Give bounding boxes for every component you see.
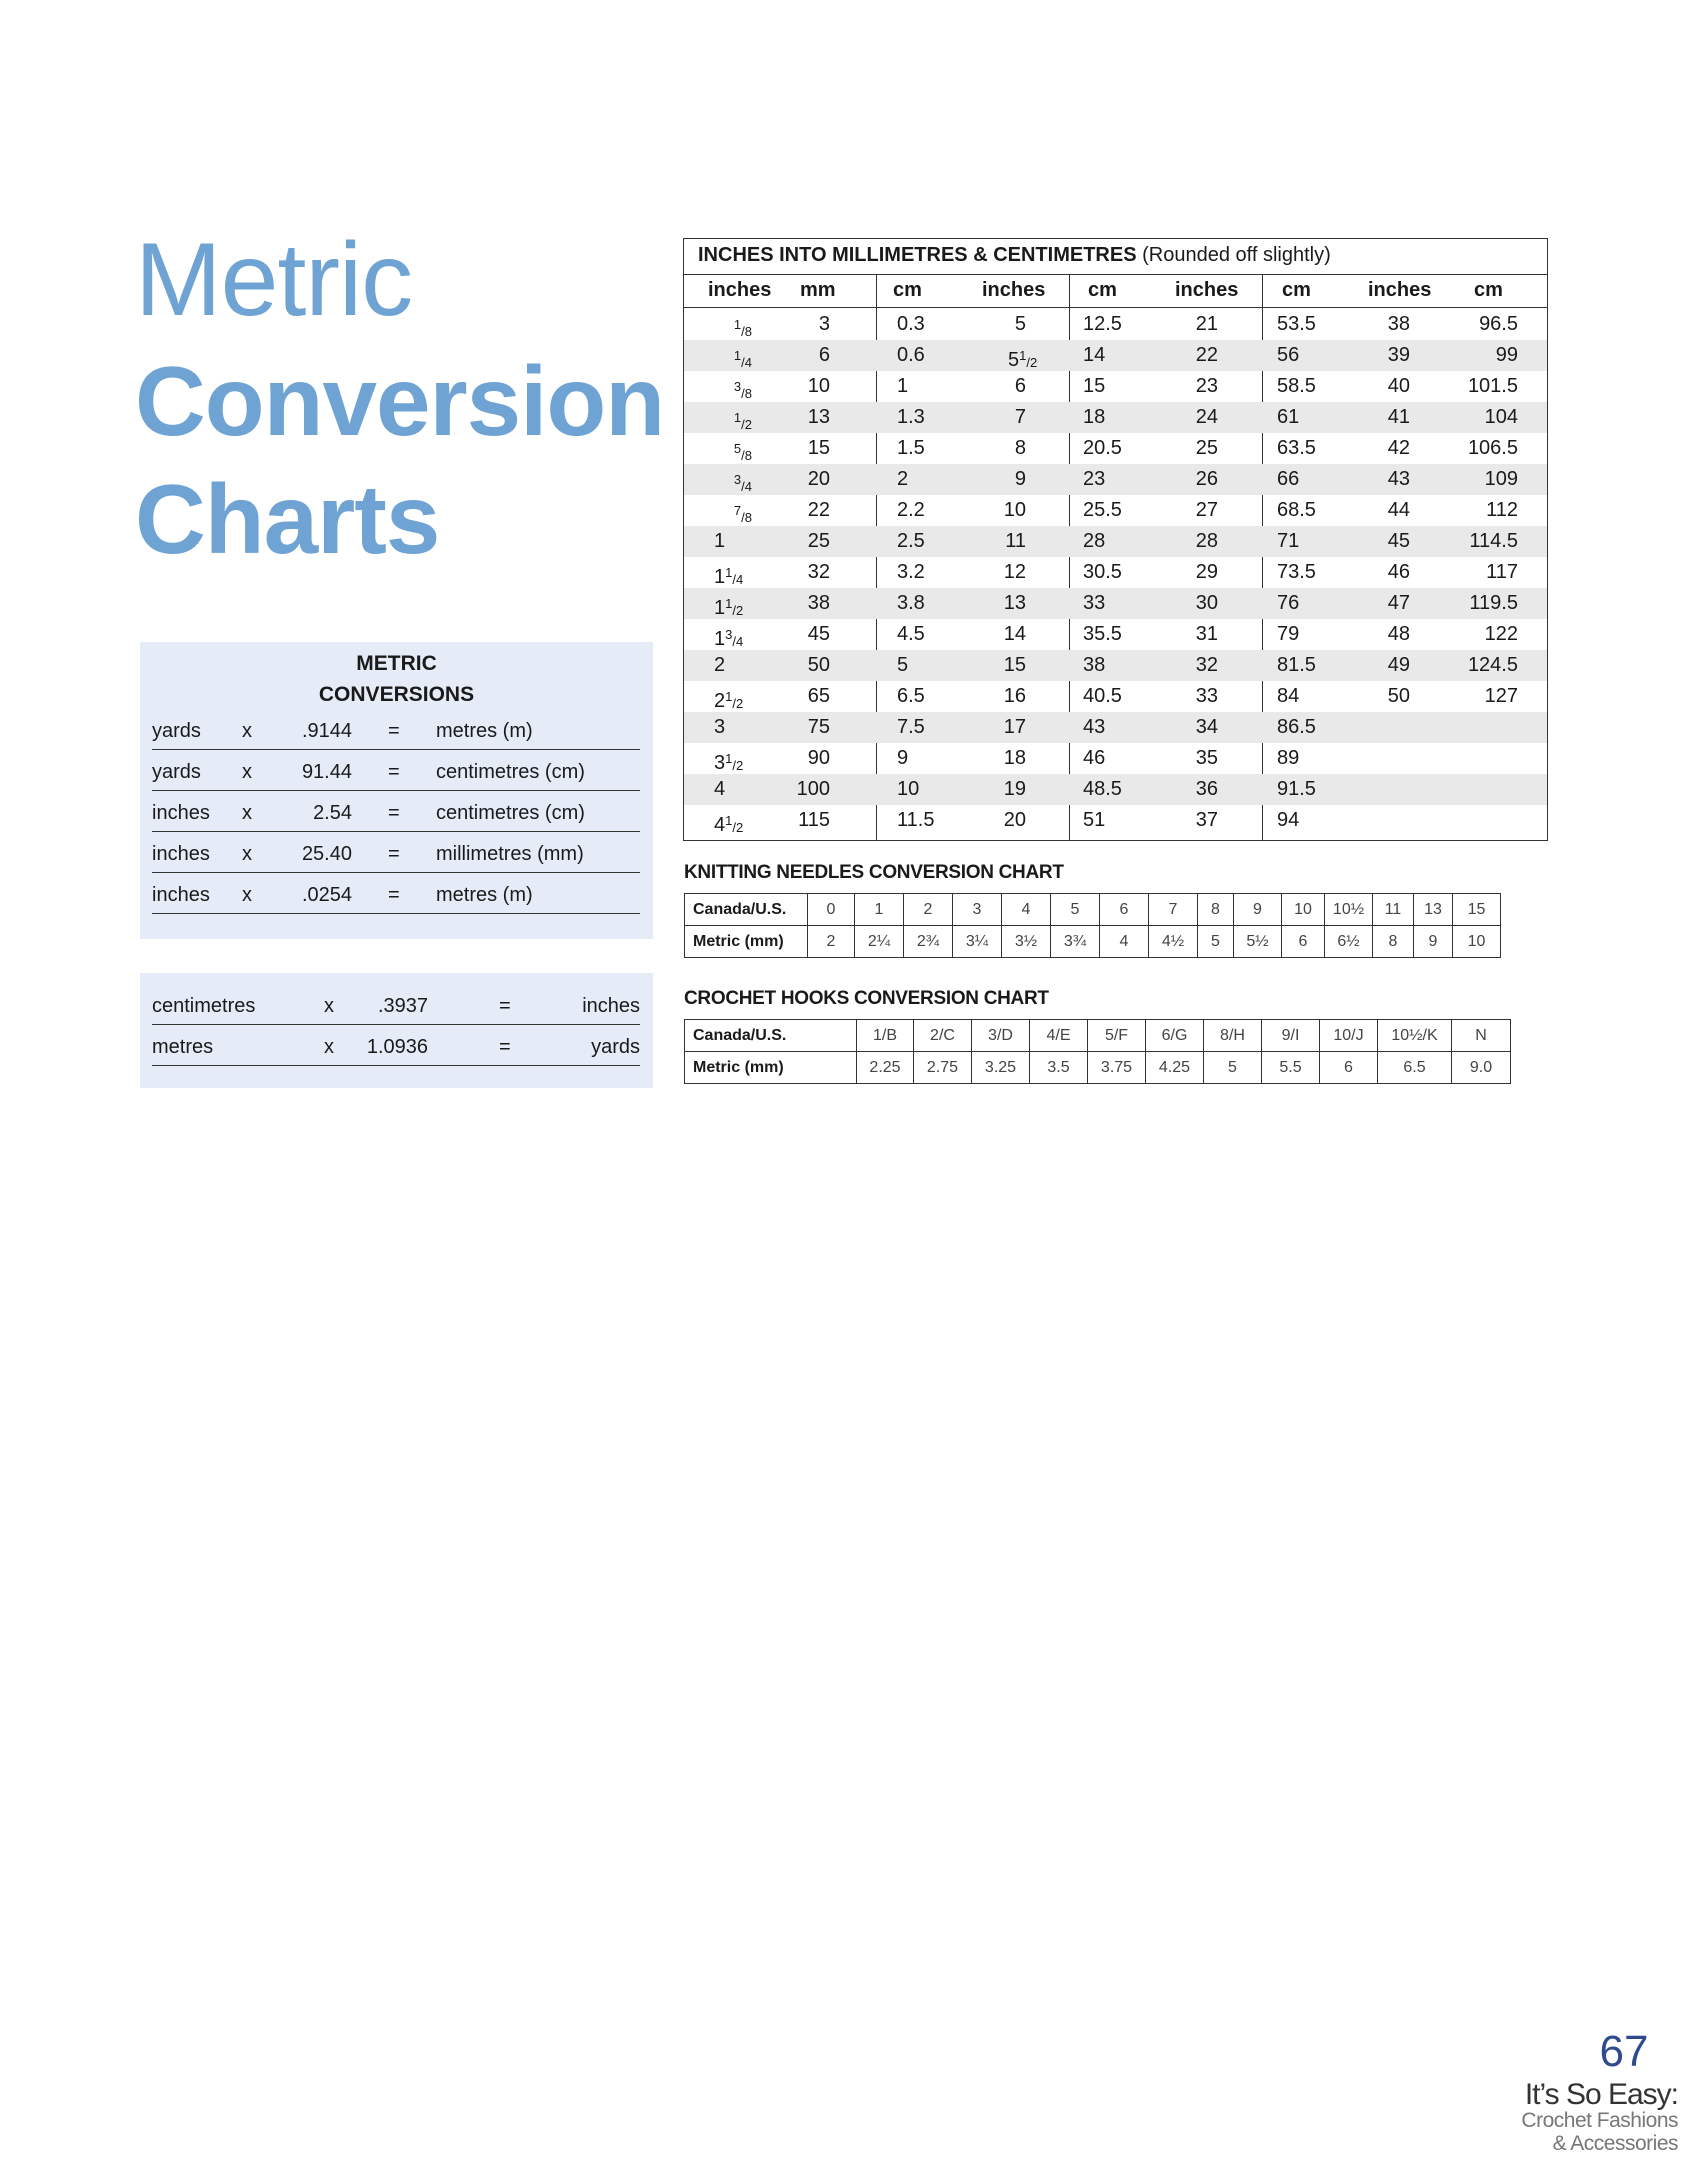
conversion-op: x <box>242 884 252 906</box>
cm-value: 73.5 <box>1277 561 1316 583</box>
cm-value: 101.5 <box>1467 375 1518 397</box>
inches-table-title-note: (Rounded off slightly) <box>1142 244 1331 266</box>
column-header: cm <box>1088 279 1117 301</box>
cm-value: 35.5 <box>1083 623 1122 645</box>
cm-value: 6.5 <box>897 685 925 707</box>
size-cell: 8/H <box>1204 1020 1262 1052</box>
cm-value: 127 <box>1484 685 1518 707</box>
column-header: inches <box>1175 279 1239 301</box>
header-divider <box>683 307 1548 308</box>
size-cell: 9/I <box>1262 1020 1320 1052</box>
inches-value: 46 <box>1387 561 1410 583</box>
inches-value: 44 <box>1387 499 1410 521</box>
inches-table-title <box>698 244 1331 267</box>
inches-value: 11 <box>1005 530 1026 552</box>
column-header: cm <box>893 279 922 301</box>
title-divider <box>683 274 1548 275</box>
size-cell: 1 <box>855 894 904 926</box>
size-cell: 4/E <box>1030 1020 1088 1052</box>
cm-value: 61 <box>1277 406 1300 428</box>
size-cell: 3¼ <box>953 926 1002 958</box>
table-row <box>685 1052 1511 1084</box>
size-cell: 2 <box>808 926 855 958</box>
conversion-unit: inches <box>152 802 210 824</box>
conversion-op: x <box>242 761 252 783</box>
cm-value: 104 <box>1484 406 1518 428</box>
inches-value: 16 <box>1003 685 1026 707</box>
cm-value: 81.5 <box>1277 654 1316 676</box>
conversion-eq: = <box>388 802 400 824</box>
book-subtitle-line2: & Accessories <box>1552 2132 1678 2155</box>
book-title: It’s So Easy: <box>1524 2078 1678 2111</box>
inches-value: 37 <box>1195 809 1218 831</box>
cm-value: 1 <box>897 375 909 397</box>
cm-value: 109 <box>1484 468 1518 490</box>
cm-value: 25.5 <box>1083 499 1122 521</box>
cm-value: 33 <box>1083 592 1106 614</box>
size-cell: 6 <box>1100 894 1149 926</box>
size-cell: 10½/K <box>1378 1020 1452 1052</box>
inches-value: 3$^1$/2 <box>714 751 744 774</box>
column-header: inches <box>982 279 1046 301</box>
size-cell: 10 <box>1453 926 1501 958</box>
size-cell: 9.0 <box>1452 1052 1511 1084</box>
inches-value: $^7$/8 <box>733 503 752 525</box>
cm-value: 117 <box>1486 561 1518 583</box>
inches-value: 7 <box>1014 406 1026 428</box>
size-cell: 3.25 <box>972 1052 1030 1084</box>
inches-value: 1 <box>714 530 726 552</box>
mm-value: 22 <box>807 499 830 521</box>
cm-value: 68.5 <box>1277 499 1316 521</box>
conversion-result: inches <box>582 995 640 1017</box>
inches-value: 18 <box>1003 747 1026 769</box>
inches-value: 17 <box>1003 716 1026 738</box>
inches-value: 28 <box>1195 530 1218 552</box>
inches-value: $^3$/8 <box>733 379 752 401</box>
inches-value: 34 <box>1195 716 1218 738</box>
conversion-row <box>152 984 640 1025</box>
cm-value: 76 <box>1277 592 1300 614</box>
inches-value: 12 <box>1003 561 1026 583</box>
cm-value: 1.5 <box>897 437 925 459</box>
cm-value: 114.5 <box>1469 530 1518 552</box>
cm-value: 66 <box>1277 468 1300 490</box>
inches-value: 29 <box>1195 561 1218 583</box>
inches-table-title-main: INCHES INTO MILLIMETRES & CENTIMETRES <box>698 244 1137 266</box>
cm-value: 0.3 <box>897 313 925 335</box>
cm-value: 56 <box>1277 344 1300 366</box>
row-label: Canada/U.S. <box>685 1020 857 1052</box>
conversion-factor: .9144 <box>301 720 352 742</box>
conversion-unit: yards <box>152 720 201 742</box>
inches-value: 39 <box>1387 344 1410 366</box>
size-cell: 10/J <box>1320 1020 1378 1052</box>
conversion-row <box>152 873 640 914</box>
inches-value: $^1$/8 <box>733 317 752 339</box>
cm-value: 30.5 <box>1083 561 1122 583</box>
inches-value: 49 <box>1387 654 1410 676</box>
title-charts: Charts <box>135 464 440 574</box>
inches-value: 31 <box>1195 623 1218 645</box>
size-cell: 8 <box>1373 926 1414 958</box>
inches-value: 24 <box>1195 406 1218 428</box>
conversion-row <box>152 791 640 832</box>
inches-value: 20 <box>1003 809 1026 831</box>
conversion-eq: = <box>388 720 400 742</box>
cm-value: 48.5 <box>1083 778 1122 800</box>
inches-value: 1$^3$/4 <box>714 627 744 650</box>
cm-value: 53.5 <box>1277 313 1316 335</box>
mm-value: 13 <box>807 406 830 428</box>
size-cell: 5/F <box>1088 1020 1146 1052</box>
size-cell: 3/D <box>972 1020 1030 1052</box>
size-cell: 5 <box>1204 1052 1262 1084</box>
cm-value: 96.5 <box>1479 313 1518 335</box>
cm-value: 2 <box>897 468 909 490</box>
inches-value: 1$^1$/4 <box>714 565 744 588</box>
size-cell: 6 <box>1282 926 1325 958</box>
table-row <box>685 894 1501 926</box>
conversion-op: x <box>242 802 252 824</box>
inches-value: 40 <box>1387 375 1410 397</box>
size-cell: 3.75 <box>1088 1052 1146 1084</box>
cm-value: 3.2 <box>897 561 925 583</box>
conversion-eq: = <box>388 884 400 906</box>
size-cell: 8 <box>1198 894 1234 926</box>
inches-value: 3 <box>714 716 726 738</box>
crochet-hooks-table <box>684 1019 1511 1084</box>
conversion-result: millimetres (mm) <box>436 843 584 865</box>
size-cell: 4.25 <box>1146 1052 1204 1084</box>
size-cell: 4 <box>1100 926 1149 958</box>
cm-value: 84 <box>1277 685 1300 707</box>
inches-value: $^1$/2 <box>733 410 752 432</box>
conversion-result: yards <box>591 1036 640 1058</box>
cm-value: 94 <box>1277 809 1300 831</box>
inches-value: 6 <box>1014 375 1026 397</box>
size-cell: 2¾ <box>904 926 953 958</box>
cm-value: 2.5 <box>897 530 925 552</box>
cm-value: 4.5 <box>897 623 925 645</box>
cm-value: 79 <box>1277 623 1300 645</box>
size-cell: 6.5 <box>1378 1052 1452 1084</box>
conversion-factor: .3937 <box>377 995 428 1017</box>
cm-value: 1.3 <box>897 406 925 428</box>
inches-value: 15 <box>1003 654 1026 676</box>
conversion-row <box>152 709 640 750</box>
mm-value: 3 <box>818 313 830 335</box>
size-cell: 6 <box>1320 1052 1378 1084</box>
size-cell: 2¼ <box>855 926 904 958</box>
size-cell: 5 <box>1051 894 1100 926</box>
inches-value: 48 <box>1387 623 1410 645</box>
cm-value: 3.8 <box>897 592 925 614</box>
conversion-factor: 2.54 <box>313 802 352 824</box>
table-row <box>685 926 1501 958</box>
inches-value: 26 <box>1195 468 1218 490</box>
mm-value: 100 <box>796 778 830 800</box>
mm-value: 50 <box>807 654 830 676</box>
conversion-factor: 25.40 <box>301 843 352 865</box>
mm-value: 115 <box>798 809 830 831</box>
mm-value: 32 <box>807 561 830 583</box>
size-cell: 4½ <box>1149 926 1198 958</box>
crochet-chart-title: CROCHET HOOKS CONVERSION CHART <box>684 988 1049 1009</box>
cm-value: 112 <box>1486 499 1518 521</box>
size-cell: 6/G <box>1146 1020 1204 1052</box>
conversion-row <box>152 832 640 873</box>
inches-value: 50 <box>1387 685 1410 707</box>
inches-value: 2 <box>714 654 726 676</box>
cm-value: 119.5 <box>1469 592 1518 614</box>
conversion-result: metres (m) <box>436 884 533 906</box>
column-header: cm <box>1282 279 1311 301</box>
inches-value: 19 <box>1003 778 1026 800</box>
mm-value: 38 <box>807 592 830 614</box>
mm-value: 25 <box>807 530 830 552</box>
conversion-result: metres (m) <box>436 720 533 742</box>
mm-value: 10 <box>807 375 830 397</box>
inches-value: 47 <box>1387 592 1410 614</box>
inches-value: 4$^1$/2 <box>714 813 744 836</box>
column-header: cm <box>1474 279 1503 301</box>
mm-value: 15 <box>807 437 830 459</box>
size-cell: 11 <box>1373 894 1414 926</box>
size-cell: 4 <box>1002 894 1051 926</box>
metric-conversions-heading <box>140 648 653 710</box>
cm-value: 23 <box>1083 468 1106 490</box>
conversion-factor: .0254 <box>301 884 352 906</box>
inches-value: 36 <box>1195 778 1218 800</box>
cm-value: 91.5 <box>1277 778 1316 800</box>
inches-value: $^3$/4 <box>733 472 752 494</box>
cm-value: 99 <box>1495 344 1518 366</box>
size-cell: 3 <box>953 894 1002 926</box>
size-cell: 2/C <box>914 1020 972 1052</box>
cm-value: 40.5 <box>1083 685 1122 707</box>
column-header: inches <box>1368 279 1432 301</box>
inches-value: 32 <box>1195 654 1218 676</box>
conversion-op: x <box>242 843 252 865</box>
mm-value: 6 <box>818 344 830 366</box>
conversion-op: x <box>242 720 252 742</box>
size-cell: 10 <box>1282 894 1325 926</box>
inches-value: 4 <box>714 778 726 800</box>
size-cell: N <box>1452 1020 1511 1052</box>
cm-value: 14 <box>1083 344 1106 366</box>
size-cell: 15 <box>1453 894 1501 926</box>
inches-value: 10 <box>1003 499 1026 521</box>
inches-value: 38 <box>1387 313 1410 335</box>
size-cell: 3.5 <box>1030 1052 1088 1084</box>
mm-value: 65 <box>807 685 830 707</box>
inches-value: 42 <box>1387 437 1410 459</box>
size-cell: 1/B <box>857 1020 914 1052</box>
inches-value: 45 <box>1387 530 1410 552</box>
size-cell: 0 <box>808 894 855 926</box>
size-cell: 9 <box>1414 926 1453 958</box>
cm-value: 9 <box>897 747 909 769</box>
cm-value: 10 <box>897 778 920 800</box>
inches-value: 8 <box>1014 437 1026 459</box>
mm-value: 75 <box>807 716 830 738</box>
size-cell: 3¾ <box>1051 926 1100 958</box>
cm-value: 124.5 <box>1467 654 1518 676</box>
size-cell: 2 <box>904 894 953 926</box>
size-cell: 5 <box>1198 926 1234 958</box>
conversion-factor: 91.44 <box>301 761 352 783</box>
conversion-eq: = <box>499 1036 511 1058</box>
inches-value: 21 <box>1195 313 1218 335</box>
cm-value: 0.6 <box>897 344 925 366</box>
cm-value: 63.5 <box>1277 437 1316 459</box>
inches-value: 33 <box>1195 685 1218 707</box>
knitting-chart-title: KNITTING NEEDLES CONVERSION CHART <box>684 862 1064 883</box>
inches-value: 43 <box>1387 468 1410 490</box>
cm-value: 11.5 <box>897 809 935 831</box>
inches-value: 9 <box>1014 468 1026 490</box>
row-label: Canada/U.S. <box>685 894 808 926</box>
size-cell: 3½ <box>1002 926 1051 958</box>
conversion-eq: = <box>388 761 400 783</box>
cm-value: 18 <box>1083 406 1106 428</box>
cm-value: 89 <box>1277 747 1300 769</box>
inches-value: 5$^1$/2 <box>1008 348 1038 371</box>
cm-value: 5 <box>897 654 909 676</box>
table-row-band <box>684 340 1547 371</box>
conversion-unit: inches <box>152 843 210 865</box>
cm-value: 12.5 <box>1083 313 1122 335</box>
size-cell: 9 <box>1234 894 1282 926</box>
inches-value: 23 <box>1195 375 1218 397</box>
conversion-unit: metres <box>152 1036 214 1058</box>
size-cell: 13 <box>1414 894 1453 926</box>
conversion-result: centimetres (cm) <box>436 802 585 824</box>
cm-value: 2.2 <box>897 499 925 521</box>
conversion-result: centimetres (cm) <box>436 761 585 783</box>
mm-value: 45 <box>807 623 830 645</box>
size-cell: 10½ <box>1325 894 1373 926</box>
inches-value: 1$^1$/2 <box>714 596 744 619</box>
conversion-row <box>152 750 640 791</box>
row-label: Metric (mm) <box>685 1052 857 1084</box>
inches-value: 5 <box>1014 313 1026 335</box>
inches-value: 41 <box>1387 406 1410 428</box>
inches-value: 35 <box>1195 747 1218 769</box>
conversion-row <box>152 1025 640 1066</box>
inches-value: $^1$/4 <box>733 348 752 370</box>
conversion-unit: inches <box>152 884 210 906</box>
table-row <box>685 1020 1511 1052</box>
size-cell: 6½ <box>1325 926 1373 958</box>
cm-value: 71 <box>1277 530 1300 552</box>
mm-value: 90 <box>807 747 830 769</box>
inches-value: 14 <box>1003 623 1026 645</box>
size-cell: 5.5 <box>1262 1052 1320 1084</box>
title-conversion: Conversion <box>135 346 665 456</box>
cm-value: 51 <box>1083 809 1106 831</box>
metric-conversions-heading-line2: CONVERSIONS <box>318 683 475 706</box>
size-cell: 2.75 <box>914 1052 972 1084</box>
conversion-unit: centimetres <box>152 995 256 1017</box>
cm-value: 58.5 <box>1277 375 1316 397</box>
cm-value: 20.5 <box>1083 437 1122 459</box>
cm-value: 15 <box>1083 375 1106 397</box>
conversion-op: x <box>324 1036 334 1058</box>
cm-value: 46 <box>1083 747 1106 769</box>
inches-value: 25 <box>1195 437 1218 459</box>
book-subtitle-line1: Crochet Fashions <box>1521 2109 1678 2132</box>
cm-value: 43 <box>1083 716 1106 738</box>
title-metric: Metric <box>135 222 413 338</box>
size-cell: 7 <box>1149 894 1198 926</box>
cm-value: 122 <box>1484 623 1518 645</box>
mm-value: 20 <box>807 468 830 490</box>
conversion-factor: 1.0936 <box>366 1036 428 1058</box>
inches-value: $^5$/8 <box>733 441 752 463</box>
page-number: 67 <box>1599 2027 1649 2076</box>
column-header: mm <box>800 279 836 301</box>
metric-conversions-heading-line1: METRIC <box>356 652 437 675</box>
inches-value: 2$^1$/2 <box>714 689 744 712</box>
cm-value: 7.5 <box>897 716 925 738</box>
cm-value: 28 <box>1083 530 1106 552</box>
inches-value: 27 <box>1195 499 1218 521</box>
conversion-unit: yards <box>152 761 201 783</box>
cm-value: 86.5 <box>1277 716 1316 738</box>
knitting-needles-table <box>684 893 1501 958</box>
inches-value: 22 <box>1195 344 1218 366</box>
conversion-op: x <box>324 995 334 1017</box>
cm-value: 38 <box>1083 654 1106 676</box>
column-header: inches <box>708 279 772 301</box>
size-cell: 5½ <box>1234 926 1282 958</box>
cm-value: 106.5 <box>1467 437 1518 459</box>
inches-value: 13 <box>1003 592 1026 614</box>
row-label: Metric (mm) <box>685 926 808 958</box>
conversion-eq: = <box>388 843 400 865</box>
inches-value: 30 <box>1195 592 1218 614</box>
conversion-eq: = <box>499 995 511 1017</box>
size-cell: 2.25 <box>857 1052 914 1084</box>
